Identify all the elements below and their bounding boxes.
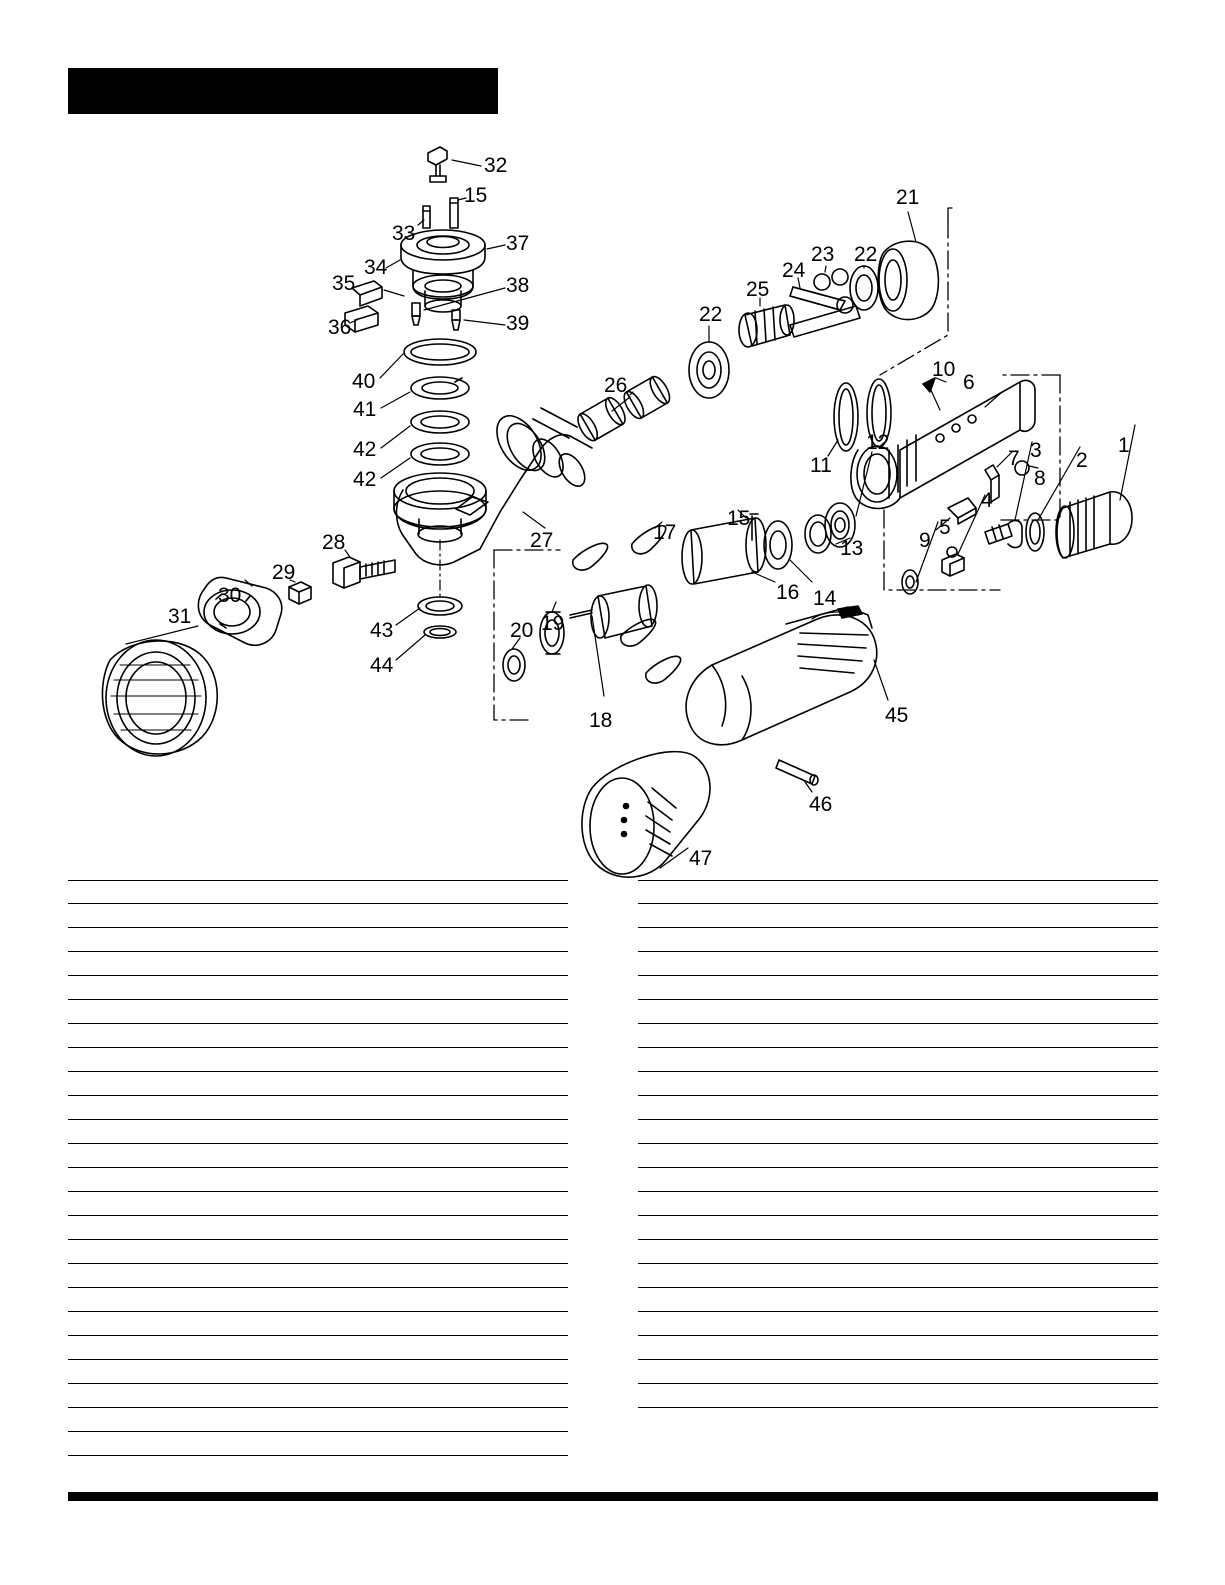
svg-text:6: 6 <box>963 371 975 394</box>
svg-text:9: 9 <box>919 529 931 552</box>
table-row <box>638 1288 1158 1312</box>
svg-text:20: 20 <box>510 619 534 642</box>
callout-labels <box>168 154 1130 870</box>
table-row <box>638 1360 1158 1384</box>
table-row <box>638 1000 1158 1024</box>
table-row <box>638 1336 1158 1360</box>
svg-text:37: 37 <box>506 232 530 255</box>
svg-text:21: 21 <box>896 186 920 209</box>
table-row <box>68 1216 568 1240</box>
svg-text:33: 33 <box>392 222 416 245</box>
svg-text:42: 42 <box>353 438 377 461</box>
svg-text:35: 35 <box>332 272 356 295</box>
svg-text:11: 11 <box>810 454 832 477</box>
header-black-band <box>68 68 498 114</box>
table-row <box>638 1192 1158 1216</box>
svg-text:38: 38 <box>506 274 530 297</box>
table-row <box>638 1024 1158 1048</box>
svg-text:13: 13 <box>840 537 864 560</box>
table-row <box>638 1264 1158 1288</box>
table-row <box>68 1360 568 1384</box>
table-row <box>638 1048 1158 1072</box>
svg-text:22: 22 <box>854 243 878 266</box>
table-row <box>638 1312 1158 1336</box>
table-row <box>68 880 568 904</box>
table-row <box>638 904 1158 928</box>
svg-text:8: 8 <box>1034 467 1046 490</box>
svg-text:42: 42 <box>353 468 377 491</box>
exploded-diagram <box>0 120 1225 880</box>
svg-text:16: 16 <box>776 581 800 604</box>
svg-text:43: 43 <box>370 619 394 642</box>
table-row <box>68 1024 568 1048</box>
table-row <box>68 1432 568 1456</box>
svg-text:41: 41 <box>353 398 377 421</box>
svg-text:4: 4 <box>981 489 993 512</box>
svg-text:1: 1 <box>1118 434 1130 457</box>
svg-text:44: 44 <box>370 654 394 677</box>
svg-text:22: 22 <box>699 303 723 326</box>
table-row <box>68 1120 568 1144</box>
table-row <box>68 952 568 976</box>
table-row <box>638 976 1158 1000</box>
svg-text:40: 40 <box>352 370 376 393</box>
table-row <box>68 1240 568 1264</box>
table-row <box>68 1072 568 1096</box>
table-row <box>638 1216 1158 1240</box>
table-row <box>68 928 568 952</box>
svg-text:12: 12 <box>866 431 890 454</box>
table-row <box>68 1048 568 1072</box>
table-row <box>68 1144 568 1168</box>
svg-text:27: 27 <box>530 529 554 552</box>
svg-text:7: 7 <box>1008 447 1020 470</box>
svg-text:47: 47 <box>689 847 713 870</box>
svg-text:25: 25 <box>746 278 770 301</box>
svg-text:5: 5 <box>939 516 951 539</box>
table-row <box>68 1192 568 1216</box>
svg-text:19: 19 <box>541 612 565 635</box>
svg-text:45: 45 <box>885 704 909 727</box>
svg-text:29: 29 <box>272 561 296 584</box>
svg-text:30: 30 <box>218 584 242 607</box>
table-row <box>638 1072 1158 1096</box>
parts-lists <box>0 880 1225 1480</box>
svg-text:34: 34 <box>364 256 388 279</box>
table-row <box>68 1096 568 1120</box>
table-row <box>68 1000 568 1024</box>
svg-text:18: 18 <box>589 709 613 732</box>
parts-list-left <box>68 880 568 1456</box>
table-row <box>68 1264 568 1288</box>
svg-text:23: 23 <box>811 243 835 266</box>
svg-text:15: 15 <box>464 184 488 207</box>
table-row <box>68 1408 568 1432</box>
table-row <box>638 1384 1158 1408</box>
svg-text:31: 31 <box>168 605 192 628</box>
parts-list-right <box>638 880 1158 1408</box>
svg-text:17: 17 <box>653 521 677 544</box>
table-row <box>68 904 568 928</box>
table-row <box>638 880 1158 904</box>
svg-text:39: 39 <box>506 312 530 335</box>
svg-text:10: 10 <box>932 358 956 381</box>
svg-text:28: 28 <box>322 531 346 554</box>
svg-text:36: 36 <box>328 316 352 339</box>
svg-text:24: 24 <box>782 259 806 282</box>
table-row <box>638 928 1158 952</box>
svg-text:46: 46 <box>809 793 833 816</box>
svg-text:3: 3 <box>1030 439 1042 462</box>
table-row <box>68 1168 568 1192</box>
table-row <box>68 1288 568 1312</box>
svg-text:2: 2 <box>1076 449 1088 472</box>
table-row <box>638 1144 1158 1168</box>
svg-text:15: 15 <box>727 507 751 530</box>
table-row <box>638 1168 1158 1192</box>
table-row <box>638 952 1158 976</box>
svg-text:32: 32 <box>484 154 508 177</box>
table-row <box>68 1336 568 1360</box>
table-row <box>638 1120 1158 1144</box>
svg-text:26: 26 <box>604 374 628 397</box>
table-row <box>68 1312 568 1336</box>
table-row <box>68 1384 568 1408</box>
svg-text:14: 14 <box>813 587 837 610</box>
footer-black-band <box>68 1492 1158 1501</box>
table-row <box>638 1240 1158 1264</box>
table-row <box>638 1096 1158 1120</box>
table-row <box>68 976 568 1000</box>
